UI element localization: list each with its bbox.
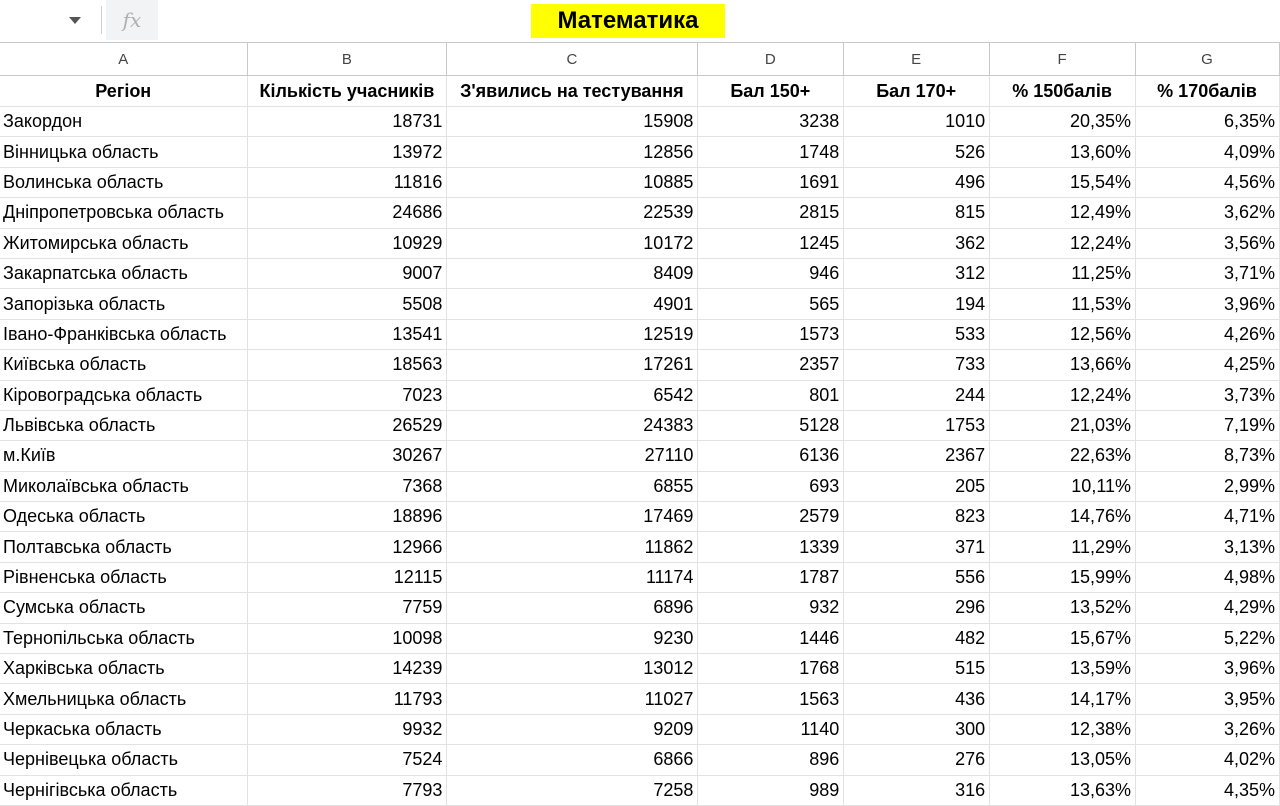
cell-score-150[interactable]: 1748 [698, 137, 844, 167]
cell-score-150[interactable]: 946 [698, 258, 844, 288]
cell-region[interactable]: Миколаївська область [0, 471, 248, 501]
cell-pct-150[interactable]: 13,63% [990, 775, 1136, 805]
table-row [0, 471, 1280, 501]
chevron-down-icon [69, 17, 81, 24]
cell-participants[interactable]: 24686 [248, 198, 447, 228]
cell-pct-170[interactable]: 4,56% [1136, 167, 1280, 197]
cell-pct-170[interactable]: 3,62% [1136, 198, 1280, 228]
cell-score-170[interactable]: 296 [844, 593, 990, 623]
table-row [0, 532, 1280, 562]
cell-region[interactable]: Сумська область [0, 593, 248, 623]
cell-score-170[interactable]: 1753 [844, 410, 990, 440]
cell-region[interactable]: Запорізька область [0, 289, 248, 319]
cell-score-150[interactable]: 1787 [698, 562, 844, 592]
cell-score-150[interactable]: 1691 [698, 167, 844, 197]
cell-score-170[interactable]: 436 [844, 684, 990, 714]
cell-score-170[interactable]: 205 [844, 471, 990, 501]
cell-score-150[interactable]: 6136 [698, 441, 844, 471]
cell-pct-150[interactable]: 13,59% [990, 654, 1136, 684]
cell-participants[interactable]: 5508 [248, 289, 447, 319]
cell-pct-170[interactable]: 4,26% [1136, 319, 1280, 349]
cell-pct-170[interactable]: 2,99% [1136, 471, 1280, 501]
cell-attended[interactable]: 15908 [447, 107, 698, 137]
cell-score-150[interactable]: 2579 [698, 502, 844, 532]
cell-region[interactable]: Тернопільська область [0, 623, 248, 653]
table-row [0, 167, 1280, 197]
table-row [0, 350, 1280, 380]
table-header-row [0, 76, 1280, 107]
cell-pct-170[interactable]: 4,29% [1136, 593, 1280, 623]
cell-pct-170[interactable]: 5,22% [1136, 623, 1280, 653]
cell-region[interactable]: Рівненська область [0, 562, 248, 592]
cell-attended[interactable]: 6896 [447, 593, 698, 623]
cell-attended[interactable]: 7258 [447, 775, 698, 805]
column-header-b[interactable]: B [248, 43, 447, 76]
cell-region[interactable]: Одеська область [0, 502, 248, 532]
cell-score-170[interactable]: 556 [844, 562, 990, 592]
cell-region[interactable]: Київська область [0, 350, 248, 380]
cell-pct-170[interactable]: 3,95% [1136, 684, 1280, 714]
cell-participants[interactable]: 10098 [248, 623, 447, 653]
cell-score-150[interactable]: 5128 [698, 410, 844, 440]
cell-attended[interactable]: 4901 [447, 289, 698, 319]
cell-pct-150[interactable]: 10,11% [990, 471, 1136, 501]
cell-score-170[interactable]: 362 [844, 228, 990, 258]
cell-attended[interactable]: 10172 [447, 228, 698, 258]
cell-pct-170[interactable]: 3,13% [1136, 532, 1280, 562]
cell-region[interactable]: Хмельницька область [0, 684, 248, 714]
table-row [0, 380, 1280, 410]
cell-score-170[interactable]: 300 [844, 714, 990, 744]
cell-region[interactable]: Вінницька область [0, 137, 248, 167]
cell-score-170[interactable]: 371 [844, 532, 990, 562]
cell-region[interactable]: Харківська область [0, 654, 248, 684]
cell-score-150[interactable]: 2815 [698, 198, 844, 228]
table-row [0, 198, 1280, 228]
formula-bar [0, 0, 1280, 43]
cell-participants[interactable]: 13972 [248, 137, 447, 167]
cell-score-150[interactable]: 1563 [698, 684, 844, 714]
cell-region[interactable]: Закордон [0, 107, 248, 137]
cell-region[interactable]: м.Київ [0, 441, 248, 471]
cell-attended[interactable]: 11027 [447, 684, 698, 714]
header-cell-score-150[interactable]: Бал 150+ [698, 76, 844, 107]
cell-attended[interactable]: 17469 [447, 502, 698, 532]
cell-score-150[interactable]: 3238 [698, 107, 844, 137]
cell-pct-150[interactable]: 12,24% [990, 380, 1136, 410]
cell-attended[interactable]: 9209 [447, 714, 698, 744]
cell-attended[interactable]: 6855 [447, 471, 698, 501]
cell-pct-170[interactable]: 4,35% [1136, 775, 1280, 805]
cell-pct-170[interactable]: 4,25% [1136, 350, 1280, 380]
cell-score-170[interactable]: 316 [844, 775, 990, 805]
table-row [0, 258, 1280, 288]
cell-attended[interactable]: 8409 [447, 258, 698, 288]
cell-score-170[interactable]: 482 [844, 623, 990, 653]
cell-region[interactable]: Черкаська область [0, 714, 248, 744]
table-row [0, 623, 1280, 653]
cell-pct-150[interactable]: 15,99% [990, 562, 1136, 592]
cell-score-150[interactable]: 1768 [698, 654, 844, 684]
table-row [0, 714, 1280, 744]
cell-pct-150[interactable]: 12,56% [990, 319, 1136, 349]
column-header-g[interactable]: G [1136, 43, 1280, 76]
cell-participants[interactable]: 12115 [248, 562, 447, 592]
cell-pct-150[interactable]: 11,25% [990, 258, 1136, 288]
cell-region[interactable]: Кіровоградська область [0, 380, 248, 410]
cell-pct-150[interactable]: 12,49% [990, 198, 1136, 228]
cell-attended[interactable]: 11862 [447, 532, 698, 562]
cell-score-170[interactable]: 496 [844, 167, 990, 197]
cell-score-170[interactable]: 312 [844, 258, 990, 288]
table-row [0, 775, 1280, 805]
cell-score-170[interactable]: 244 [844, 380, 990, 410]
cell-pct-170[interactable]: 7,19% [1136, 410, 1280, 440]
table-row [0, 684, 1280, 714]
cell-pct-170[interactable]: 4,71% [1136, 502, 1280, 532]
cell-participants[interactable]: 7524 [248, 745, 447, 775]
cell-pct-150[interactable]: 15,67% [990, 623, 1136, 653]
cell-pct-170[interactable]: 3,96% [1136, 289, 1280, 319]
cell-attended[interactable]: 13012 [447, 654, 698, 684]
cell-participants[interactable]: 9932 [248, 714, 447, 744]
table-row [0, 137, 1280, 167]
cell-pct-170[interactable]: 3,73% [1136, 380, 1280, 410]
table-row [0, 593, 1280, 623]
cell-score-170[interactable]: 526 [844, 137, 990, 167]
cell-score-150[interactable]: 1573 [698, 319, 844, 349]
cell-region[interactable]: Дніпропетровська область [0, 198, 248, 228]
table-row [0, 319, 1280, 349]
cell-attended[interactable]: 24383 [447, 410, 698, 440]
header-cell-participants[interactable]: Кількість учасників [248, 76, 447, 107]
cell-score-170[interactable]: 2367 [844, 441, 990, 471]
cell-attended[interactable]: 12519 [447, 319, 698, 349]
fx-icon[interactable]: fx [106, 0, 158, 40]
header-cell-region[interactable]: Регіон [0, 76, 248, 107]
cell-region[interactable]: Львівська область [0, 410, 248, 440]
cell-participants[interactable]: 9007 [248, 258, 447, 288]
cell-pct-150[interactable]: 12,38% [990, 714, 1136, 744]
table-row [0, 289, 1280, 319]
table-row [0, 502, 1280, 532]
table-row [0, 562, 1280, 592]
formula-bar-divider [101, 6, 102, 34]
cell-participants[interactable]: 18731 [248, 107, 447, 137]
cell-region[interactable]: Івано-Франківська область [0, 319, 248, 349]
cell-region[interactable]: Полтавська область [0, 532, 248, 562]
column-header-d[interactable]: D [698, 43, 844, 76]
cell-pct-170[interactable]: 4,09% [1136, 137, 1280, 167]
cell-pct-150[interactable]: 20,35% [990, 107, 1136, 137]
column-header-row [0, 43, 1280, 76]
cell-participants[interactable]: 26529 [248, 410, 447, 440]
cell-pct-150[interactable]: 13,05% [990, 745, 1136, 775]
header-cell-pct-170[interactable]: % 170балів [1136, 76, 1280, 107]
table-row [0, 745, 1280, 775]
cell-region[interactable]: Волинська область [0, 167, 248, 197]
cell-participants[interactable]: 12966 [248, 532, 447, 562]
cell-attended[interactable]: 9230 [447, 623, 698, 653]
cell-participants[interactable]: 11816 [248, 167, 447, 197]
cell-score-150[interactable]: 1245 [698, 228, 844, 258]
cell-participants[interactable]: 18896 [248, 502, 447, 532]
cell-score-150[interactable]: 896 [698, 745, 844, 775]
cell-participants[interactable]: 11793 [248, 684, 447, 714]
cell-score-170[interactable]: 515 [844, 654, 990, 684]
cell-participants[interactable]: 18563 [248, 350, 447, 380]
cell-participants[interactable]: 7023 [248, 380, 447, 410]
header-cell-attended[interactable]: З'явились на тестування [447, 76, 698, 107]
cell-score-150[interactable]: 693 [698, 471, 844, 501]
cell-attended[interactable]: 6542 [447, 380, 698, 410]
cell-participants[interactable]: 7368 [248, 471, 447, 501]
cell-attended[interactable]: 12856 [447, 137, 698, 167]
table-row [0, 107, 1280, 137]
cell-score-170[interactable]: 276 [844, 745, 990, 775]
cell-score-170[interactable]: 815 [844, 198, 990, 228]
spreadsheet-grid [0, 43, 1280, 806]
cell-score-150[interactable]: 932 [698, 593, 844, 623]
cell-region[interactable]: Чернігівська область [0, 775, 248, 805]
cell-participants[interactable]: 14239 [248, 654, 447, 684]
column-header-c[interactable]: C [447, 43, 698, 76]
table-row [0, 654, 1280, 684]
cell-score-150[interactable]: 989 [698, 775, 844, 805]
cell-pct-150[interactable]: 11,29% [990, 532, 1136, 562]
cell-attended[interactable]: 10885 [447, 167, 698, 197]
cell-score-170[interactable]: 823 [844, 502, 990, 532]
cell-attended[interactable]: 6866 [447, 745, 698, 775]
cell-score-170[interactable]: 1010 [844, 107, 990, 137]
column-header-a[interactable]: A [0, 43, 248, 76]
cell-region[interactable]: Житомирська область [0, 228, 248, 258]
cell-participants[interactable]: 13541 [248, 319, 447, 349]
cell-score-150[interactable]: 801 [698, 380, 844, 410]
header-cell-pct-150[interactable]: % 150балів [990, 76, 1136, 107]
cell-pct-170[interactable]: 3,56% [1136, 228, 1280, 258]
cell-pct-150[interactable]: 12,24% [990, 228, 1136, 258]
cell-pct-150[interactable]: 21,03% [990, 410, 1136, 440]
cell-score-150[interactable]: 2357 [698, 350, 844, 380]
cell-pct-150[interactable]: 11,53% [990, 289, 1136, 319]
cell-pct-170[interactable]: 6,35% [1136, 107, 1280, 137]
cell-pct-170[interactable]: 3,26% [1136, 714, 1280, 744]
cell-score-150[interactable]: 1339 [698, 532, 844, 562]
table-row [0, 441, 1280, 471]
cell-participants[interactable]: 7759 [248, 593, 447, 623]
cell-pct-170[interactable]: 3,96% [1136, 654, 1280, 684]
table-row [0, 228, 1280, 258]
cell-score-170[interactable]: 733 [844, 350, 990, 380]
cell-attended[interactable]: 17261 [447, 350, 698, 380]
cell-region[interactable]: Чернівецька область [0, 745, 248, 775]
cell-pct-150[interactable]: 13,66% [990, 350, 1136, 380]
cell-participants[interactable]: 30267 [248, 441, 447, 471]
cell-pct-150[interactable]: 13,52% [990, 593, 1136, 623]
cell-pct-150[interactable]: 13,60% [990, 137, 1136, 167]
cell-participants[interactable]: 10929 [248, 228, 447, 258]
cell-pct-170[interactable]: 4,02% [1136, 745, 1280, 775]
cell-pct-170[interactable]: 4,98% [1136, 562, 1280, 592]
column-header-e[interactable]: E [844, 43, 990, 76]
cell-pct-150[interactable]: 14,17% [990, 684, 1136, 714]
cell-score-170[interactable]: 194 [844, 289, 990, 319]
cell-pct-150[interactable]: 15,54% [990, 167, 1136, 197]
cell-pct-150[interactable]: 22,63% [990, 441, 1136, 471]
header-cell-score-170[interactable]: Бал 170+ [844, 76, 990, 107]
cell-region[interactable]: Закарпатська область [0, 258, 248, 288]
cell-score-170[interactable]: 533 [844, 319, 990, 349]
cell-pct-170[interactable]: 8,73% [1136, 441, 1280, 471]
cell-attended[interactable]: 11174 [447, 562, 698, 592]
cell-attended[interactable]: 27110 [447, 441, 698, 471]
cell-participants[interactable]: 7793 [248, 775, 447, 805]
cell-score-150[interactable]: 1140 [698, 714, 844, 744]
name-box-dropdown[interactable] [66, 14, 84, 26]
cell-attended[interactable]: 22539 [447, 198, 698, 228]
page-title: Математика [531, 4, 725, 38]
table-row [0, 410, 1280, 440]
cell-score-150[interactable]: 1446 [698, 623, 844, 653]
column-header-f[interactable]: F [990, 43, 1136, 76]
cell-score-150[interactable]: 565 [698, 289, 844, 319]
cell-pct-170[interactable]: 3,71% [1136, 258, 1280, 288]
cell-pct-150[interactable]: 14,76% [990, 502, 1136, 532]
